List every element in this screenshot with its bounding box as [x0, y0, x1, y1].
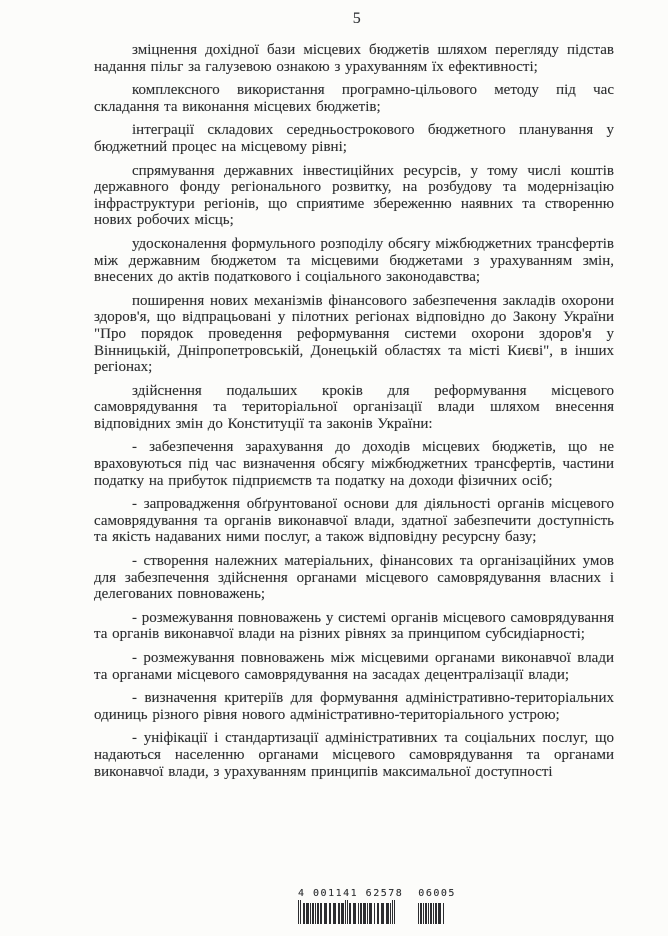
document-body: [94, 42, 614, 787]
barcode: [298, 888, 456, 924]
barcode-bar: [369, 903, 372, 924]
barcode-bar: [360, 903, 362, 924]
barcode-bar: [317, 903, 319, 924]
barcode-bar: [358, 903, 359, 924]
barcode-bar: [367, 903, 368, 924]
barcode-bars-main: [298, 900, 403, 924]
barcode-bar: [315, 903, 316, 924]
paragraph: - визначення критеріїв для формування адміністративно-територіальних одиниць різного рівня нового адміністративно-територіального устрою;: [94, 690, 614, 723]
barcode-bar: [386, 903, 389, 924]
barcode-bar: [303, 903, 305, 924]
barcode-bar: [349, 903, 351, 924]
paragraph: зміцнення дохідної бази місцевих бюджетів шляхом перегляду підстав надання пільг за галузевою ознакою з урахуванням їх ефективності;: [94, 42, 614, 75]
barcode-bar: [341, 903, 344, 924]
barcode-bar: [428, 903, 429, 924]
barcode-bar: [433, 903, 434, 924]
barcode-bar: [312, 903, 314, 924]
barcode-bar: [329, 903, 331, 924]
barcode-bar: [443, 903, 444, 924]
barcode-bar: [324, 903, 327, 924]
barcode-main-group: [298, 888, 403, 924]
paragraph: комплексного використання програмно-цільового методу під час складання та виконання місцевих бюджетів;: [94, 82, 614, 115]
barcode-bar: [320, 903, 322, 924]
barcode-bar: [353, 903, 356, 924]
paragraph: - уніфікації і стандартизації адміністративних та соціальних послуг, що надаються населенню органами місцевого самоврядування та органами виконавчої влади, з урахуванням принципів максимальної доступності: [94, 730, 614, 780]
barcode-bar: [392, 900, 393, 924]
barcode-bar: [300, 900, 301, 924]
barcode-addon-group: [418, 888, 456, 924]
paragraph: - запровадження обґрунтованої основи для діяльності органів місцевого самоврядування та органів виконавчої влади, здатної забезпечити доступність та якість надаваних ними послуг, а також відповідну ресурсну базу;: [94, 496, 614, 546]
barcode-bar: [423, 903, 424, 924]
barcode-bar: [418, 903, 419, 924]
paragraph: - розмежування повноважень у системі органів місцевого самоврядування та органів виконавчої влади на різних рівнях за принципом субсидіарності;: [94, 609, 615, 643]
barcode-digits-addon: 06005: [418, 888, 456, 899]
barcode-digits-main: 4 001141 62578: [298, 888, 404, 899]
barcode-bar: [306, 903, 309, 924]
barcode-bar: [310, 903, 311, 924]
barcode-bar: [374, 903, 375, 924]
barcode-bar: [425, 903, 427, 924]
paragraph: - розмежування повноважень між місцевими органами виконавчої влади та органами місцевого самоврядування на засадах децентралізації влади;: [94, 650, 614, 683]
paragraph: інтеграції складових середньострокового бюджетного планування у бюджетний процес на місцевому рівні;: [94, 122, 614, 155]
barcode-bar: [338, 903, 340, 924]
barcode-bar: [438, 903, 441, 924]
paragraph: здійснення подальших кроків для реформування місцевого самоврядування та територіальної організації влади шляхом внесення відповідних змін до Конституції та законів України:: [94, 382, 614, 432]
barcode-bar: [345, 900, 346, 924]
barcode-bar: [394, 900, 395, 924]
barcode-bar: [420, 903, 422, 924]
paragraph: - створення належних матеріальних, фінансових та організаційних умов для забезпечення здійснення органами місцевого самоврядування власних і делегованих повноважень;: [94, 553, 614, 603]
barcode-bars-addon: [418, 900, 456, 924]
barcode-bar: [333, 903, 336, 924]
barcode-bar: [430, 903, 432, 924]
barcode-bar: [390, 903, 391, 924]
barcode-bar: [363, 903, 366, 924]
barcode-bar: [377, 903, 379, 924]
barcode-bar: [298, 900, 299, 924]
paragraph: спрямування державних інвестиційних ресурсів, у тому числі коштів державного фонду регіонального розвитку, на розбудову та модернізацію інфраструктури регіонів, що сприятиме збереженню наявних та створенню нових робочих місць;: [94, 162, 614, 229]
paragraph: удосконалення формульного розподілу обсягу міжбюджетних трансфертів між державним бюджетом та місцевими бюджетами з урахуванням змін, внесених до актів податкового і соціального законодавства;: [94, 235, 614, 286]
paragraph: - забезпечення зарахування до доходів місцевих бюджетів, що не враховуються під час визначення обсягу міжбюджетних трансфертів, частини податку на прибуток підприємств та податку на доходи фізичних осіб;: [94, 439, 614, 489]
barcode-bar: [347, 900, 348, 924]
page-number: 5: [352, 10, 362, 27]
barcode-bar: [381, 903, 384, 924]
paragraph: поширення нових механізмів фінансового забезпечення закладів охорони здоров'я, що відпрацьовані у пілотних регіонах відповідно до Закону України "Про порядок проведення реформування системи охорони здоров'я у Вінницькій, Дніпропетровській, Донецькій областях та місті Києві", в інших регіонах;: [94, 292, 614, 376]
barcode-bar: [435, 903, 437, 924]
